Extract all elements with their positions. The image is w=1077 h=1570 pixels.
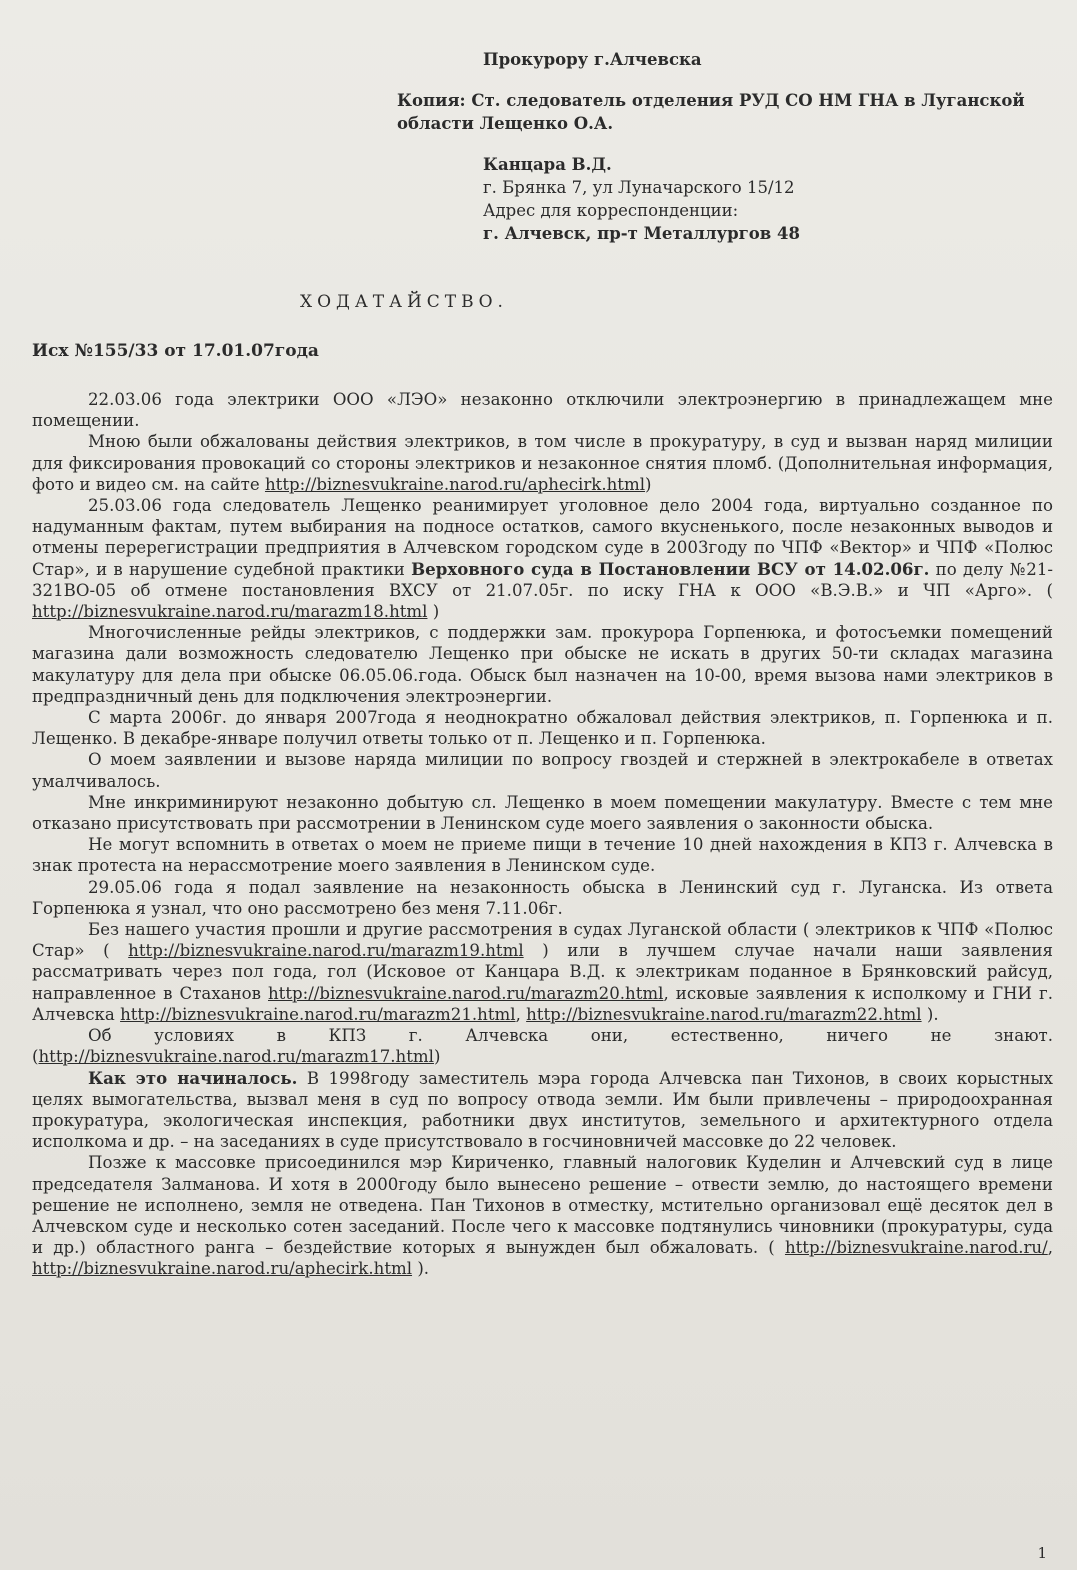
paragraph-text: О моем заявлении и вызове наряда милиции по вопросу гвоздей и стержней в электрокабеле в ответах умалчивалось. <box>32 750 1053 791</box>
sender-block <box>483 153 1057 245</box>
document-body <box>32 389 1053 1280</box>
link-marazm20[interactable]: http://biznesvukraine.narod.ru/marazm20.html <box>267 983 664 1003</box>
page-number: 1 <box>1037 1544 1047 1562</box>
bold-text: Как это начиналось. <box>88 1067 298 1088</box>
paragraph-text: , исковые заявления к исполкому и ГНИ г. Алчевска <box>32 983 1053 1024</box>
paragraph <box>32 1152 1053 1279</box>
paragraph-text: Мне инкриминируют незаконно добытую сл. Лещенко в моем помещении макулатуру. Вместе с тем мне отказано присутствовать при рассмотрении в Ленинском суде моего заявления о законности обыска. <box>32 792 1053 834</box>
paragraph-text: Не могут вспомнить в ответах о моем не приеме пищи в течение 10 дней нахождения в КПЗ г. Алчевска в знак протеста на нерассмотрение моего заявления в Ленинском суде. <box>32 835 1053 876</box>
paragraph <box>32 622 1053 707</box>
paragraph <box>32 792 1053 834</box>
paragraph <box>32 495 1053 622</box>
paragraph-text: ) <box>645 474 652 494</box>
recipient-line: Прокурору г.Алчевска <box>483 50 702 69</box>
paragraph-text: ) <box>433 1047 441 1067</box>
link-site-root[interactable]: http://biznesvukraine.narod.ru/ <box>784 1238 1048 1258</box>
paragraph <box>32 431 1053 495</box>
paragraph <box>32 1025 1053 1067</box>
paragraph-text: по делу №21-321ВО-05 об отмене постановления ВХСУ от 21.07.05г. по иску ГНА к ООО «В.Э.В.» и ЧП «Арго». ( <box>32 559 1053 600</box>
paragraph-text: ). <box>921 1004 939 1024</box>
link-marazm22[interactable]: http://biznesvukraine.narod.ru/marazm22.html <box>526 1004 922 1024</box>
paragraph-text: 22.03.06 года электрики ООО «ЛЭО» незаконно отключили электроэнергию в принадлежащем мне помещении. <box>32 390 1053 431</box>
paragraph-text: 29.05.06 года я подал заявление на незаконность обыска в Ленинский суд г. Луганска. Из ответа Горпенюка я узнал, что оно рассмотрено без меня 7.11.06г. <box>32 877 1053 918</box>
link-aphecirk-2[interactable]: http://biznesvukraine.narod.ru/aphecirk.html <box>32 1259 413 1279</box>
paragraph <box>32 707 1053 749</box>
sender-name: Канцара В.Д. <box>483 155 612 174</box>
link-marazm17[interactable]: http://biznesvukraine.narod.ru/marazm17.html <box>38 1047 434 1067</box>
paragraph <box>32 389 1053 431</box>
paragraph-text: ) <box>427 602 440 622</box>
paragraph-text: С марта 2006г. до января 2007года я неоднократно обжаловал действия электриков, п. Горпенюка и п. Лещенко. В декабре-январе получил ответы только от п. Лещенко и п. Горпенюка. <box>32 708 1053 749</box>
paragraph-text: Об условиях в КПЗ г. Алчевска они, естественно, ничего не знают. ( <box>32 1026 1053 1067</box>
bold-text: Верховного суда в Постановлении ВСУ от 14.02.06г. <box>411 558 930 579</box>
correspondence-address: г. Алчевск, пр-т Металлургов 48 <box>483 224 800 243</box>
paragraph-text: Позже к массовке присоединился мэр Кириченко, главный налоговик Куделин и Алчевский суд в лице председателя Залманова. И хотя в 2000году было вынесено решение – отвести землю, до настоящего времени решение не исполнено, земля не отведена. Пан Тихонов в отместку, мстительно организовал ещё десяток дел в Алчевском суде и несколько сотен заседаний. После чего к массовке подтянулись чиновники (прокуратуры, суда и др.) областного ранга – бездействие которых я вынужден был обжаловать. ( <box>32 1153 1053 1258</box>
paragraph <box>32 1068 1053 1153</box>
link-aphecirk[interactable]: http://biznesvukraine.narod.ru/aphecirk.html <box>264 474 646 494</box>
correspondence-label: Адрес для корреспонденции: <box>483 201 739 220</box>
link-marazm21[interactable]: http://biznesvukraine.narod.ru/marazm21.html <box>120 1004 516 1024</box>
link-marazm19[interactable]: http://biznesvukraine.narod.ru/marazm19.html <box>128 941 524 961</box>
addressee-block <box>397 48 1057 245</box>
paragraph <box>32 877 1053 919</box>
copy-line: Копия: Ст. следователь отделения РУД СО НМ ГНА в Луганской области Лещенко О.А. <box>397 91 1025 133</box>
paragraph-text: , <box>515 1004 527 1024</box>
paragraph <box>32 749 1053 791</box>
paragraph-text: , <box>1047 1238 1053 1258</box>
paragraph-text: В 1998году заместитель мэра города Алчевска пан Тихонов, в своих корыстных целях вымогательства, вызвал меня в суд по вопросу отвода земли. Им были привлечены – природоохранная прокуратура, экологическая инспекция, работники двух институтов, земельного и архитектурного отдела исполкома и др. – на заседаниях в суде присутствовало в госчиновничей массовке до 22 человек. <box>32 1068 1053 1152</box>
paragraph-text: Без нашего участия прошли и другие рассмотрения в судах Луганской области ( электриков к ЧПФ «Полюс Стар» ( <box>32 920 1053 961</box>
document-title: ХОДАТАЙСТВО. <box>300 292 508 312</box>
sender-address: г. Брянка 7, ул Луначарского 15/12 <box>483 178 795 197</box>
paragraph-text: ). <box>412 1259 430 1279</box>
paragraph-text: Мною были обжалованы действия электриков, в том числе в прокуратуру, в суд и вызван наряд милиции для фиксирования провокаций со стороны электриков и незаконное снятия пломб. (Дополнительная информация, фото и видео см. на сайте <box>32 432 1053 494</box>
paragraph <box>32 919 1053 1025</box>
paragraph-text: ) или в лучшем случае начали наши заявления рассматривать через пол года, гол (Исковое от Канцара В.Д. к электрикам поданное в Брянковский райсуд, направленное в Стаханов <box>32 941 1053 1003</box>
paragraph-text: Многочисленные рейды электриков, с поддержки зам. прокурора Горпенюка, и фотосъемки помещений магазина дали возможность следователю Лещенко при обыске не искать в других 50-ти складах магазина макулатуру для дела при обыске 06.05.06.года. Обыск был назначен на 10-00, время вызова нами электриков в предпраздничный день для подключения электроэнергии. <box>32 623 1053 706</box>
paragraph-text: 25.03.06 года следователь Лещенко реанимирует уголовное дело 2004 года, виртуально созданное по надуманным фактам, путем выбирания на подносе остатков, самого вкусненького, после незаконных выводов и отмены перерегистрации предприятия в Алчевском городском суде в 2003году по ЧПФ «Вектор» и ЧПФ «Полюс Стар», и в нарушение судебной практики <box>32 496 1053 579</box>
link-marazm18[interactable]: http://biznesvukraine.narod.ru/marazm18.html <box>32 602 428 622</box>
document-reference: Исх №155/33 от 17.01.07года <box>32 341 319 361</box>
paragraph <box>32 834 1053 876</box>
